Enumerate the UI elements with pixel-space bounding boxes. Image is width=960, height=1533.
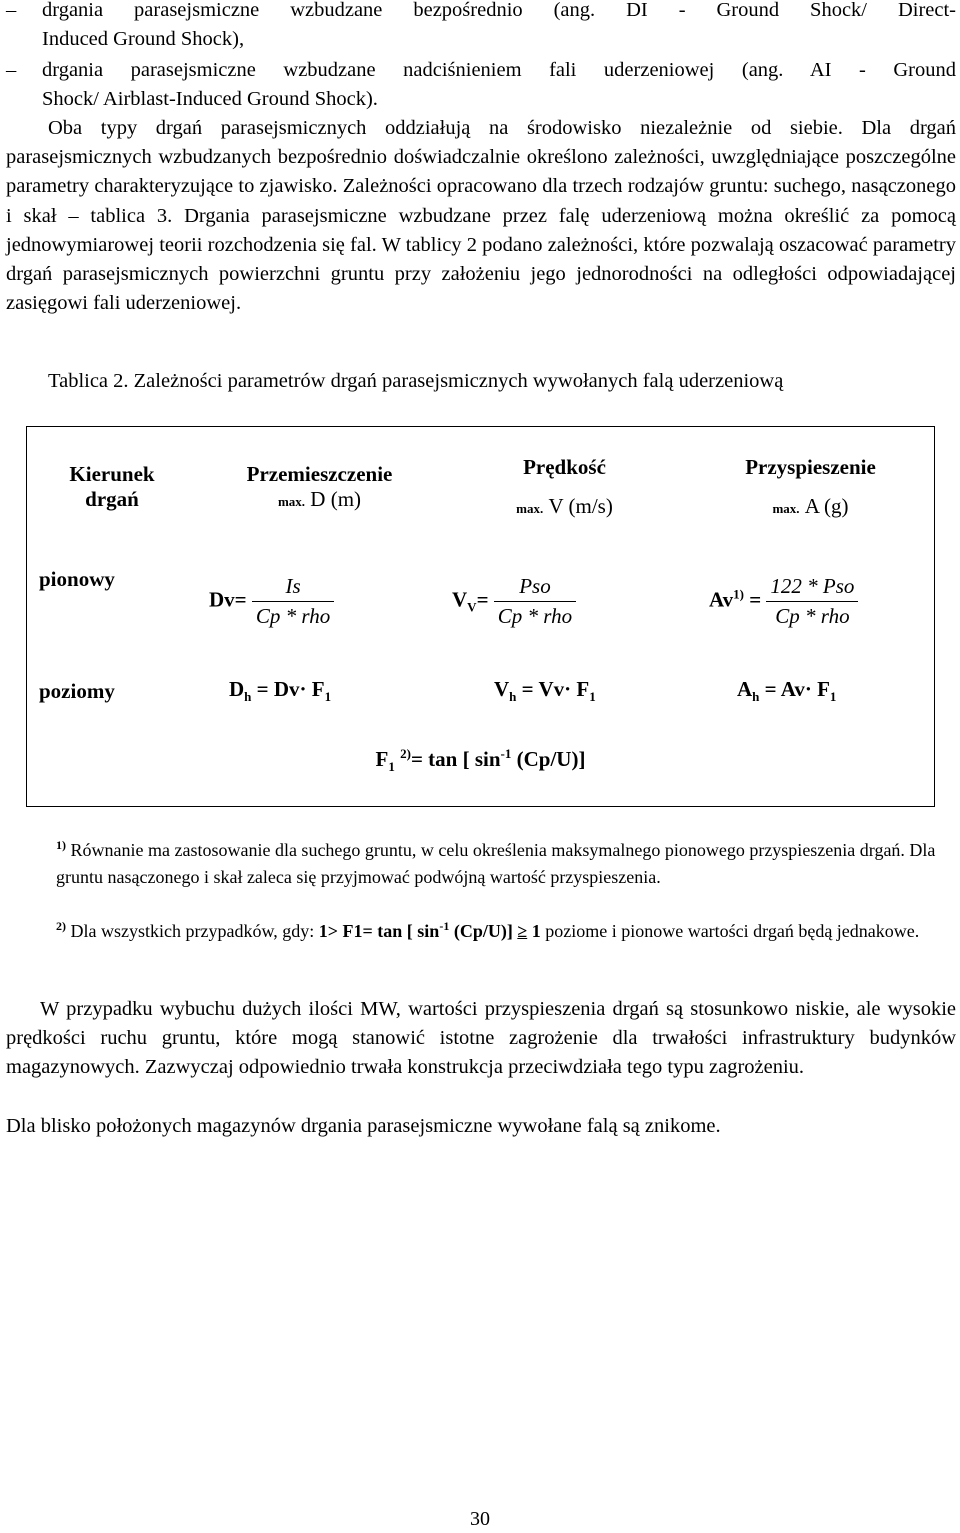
- table-header-row: [27, 427, 935, 547]
- formula-dh: $D_h = Dv\cdot F_1$: [229, 677, 332, 705]
- bullet-item: [6, 56, 956, 114]
- body-paragraph: [6, 114, 956, 318]
- label-vertical: pionowy: [39, 566, 115, 591]
- body-paragraph: [6, 995, 956, 1083]
- bullet-line: Induced Ground Shock),: [42, 28, 245, 50]
- dash-marker: –: [6, 59, 17, 81]
- formula-ah: $A_h = Av\cdot F_1$: [737, 677, 837, 705]
- bullet-line: Shock/ Airblast-Induced Ground Shock).: [42, 88, 378, 110]
- header-acceleration: Przyspieszenie max. A (g): [745, 454, 876, 518]
- formula-table: [26, 426, 935, 807]
- formula-vv: $V_V=$ $\frac{\text{Pso}}{\text{Cp * rho}}$: [442, 547, 687, 657]
- table-caption: Tablica 2. Zależności parametrów drgań parasejsmicznych wywołanych falą uderzeniową: [48, 370, 784, 392]
- body-paragraph-last: Dla blisko położonych magazynów drgania parasejsmiczne wywołane falą są znikome.: [6, 1115, 721, 1137]
- header-direction: Kierunek drgań: [69, 461, 155, 511]
- paragraph-text: Oba typy drgań parasejsmicznych oddziałują na środowisko niezależnie od siebie. Dla drgań parasejsmicznych wzbudzanych bezpośrednio doświadczalnie określono zależności, uwzględniające poszczególne parametry charakteryzujące to zjawisko. Zależności opracowano dla trzech rodzajów gruntu: suchego, nasączonego i skał – tablica 3. Drgania parasejsmiczne wzbudzane przez falę uderzeniową można określić za pomocą jednowymiarowej teorii rozchodzenia się fal. W tablicy 2 podano zależności, które pozwalają oszacować parametry drgań parasejsmicznych powierzchni gruntu przy założeniu jego jednorodności na odległości odpowiadającej zasięgowi fali uderzeniowej.: [6, 117, 956, 315]
- fraction: $\frac{\text{122 * Pso}}{\text{Cp * rho}}$: [766, 574, 858, 629]
- fraction: $\frac{Is}{\text{Cp * rho}}$: [252, 574, 334, 629]
- page-number: 30: [470, 1508, 490, 1530]
- formula-dv: Dv= $\frac{Is}{\text{Cp * rho}}$: [197, 547, 442, 657]
- header-velocity: Prędkość max. V (m/s): [516, 454, 613, 518]
- bullet-item: [6, 0, 956, 54]
- formula-av: Av$^{1)}$ = $\frac{\text{122 * Pso}}{\text{Cp * rho}}$: [687, 547, 935, 657]
- dash-marker: –: [6, 0, 17, 21]
- row-horizontal: [27, 657, 935, 727]
- bullet-line: drgania parasejsmiczne wzbudzane nadciśnieniem fali uderzeniowej (ang. AI - Ground: [42, 59, 956, 81]
- paragraph-text: W przypadku wybuchu dużych ilości MW, wartości przyspieszenia drgań są stosunkowo niskie, ale wysokie prędkości ruchu gruntu, które mogą stanowić istotne zagrożenie dla trwałości infrastruktury budynków magazynowych. Zazwyczaj odpowiednio trwała konstrukcja przeciwdziała tego typu zagrożeniu.: [6, 998, 956, 1079]
- row-f1: [27, 727, 935, 807]
- label-horizontal: poziomy: [39, 679, 115, 703]
- footnote-1: $^{1)}$ Równanie ma zastosowanie dla suchego gruntu, w celu określenia maksymalnego pionowego przyspieszenia drgań. Dla gruntu nasączonego i skał zaleca się przyjmować podwójną wartość przyspieszenia.: [56, 838, 936, 887]
- formula-vh: $V_h = Vv\cdot F_1$: [494, 677, 596, 705]
- row-vertical: [27, 547, 935, 657]
- bullet-line: drgania parasejsmiczne wzbudzane bezpośrednio (ang. DI - Ground Shock/ Direct-: [42, 0, 956, 21]
- footnote-2: $^{2)}$ Dla wszystkich przypadków, gdy: 1> F1= tan [ $\sin^{-1} (Cp/U)] \ge 1$ poziome i pionowe wartości drgań będą jednakowe.: [56, 919, 920, 941]
- formula-f1: $F_1$ $^{2)}$= tan [ $\sin^{-1} (Cp/U)$]: [375, 745, 586, 774]
- header-displacement: Przemieszczenie max. D (m): [246, 461, 393, 511]
- fraction: $\frac{\text{Pso}}{\text{Cp * rho}}$: [494, 574, 576, 629]
